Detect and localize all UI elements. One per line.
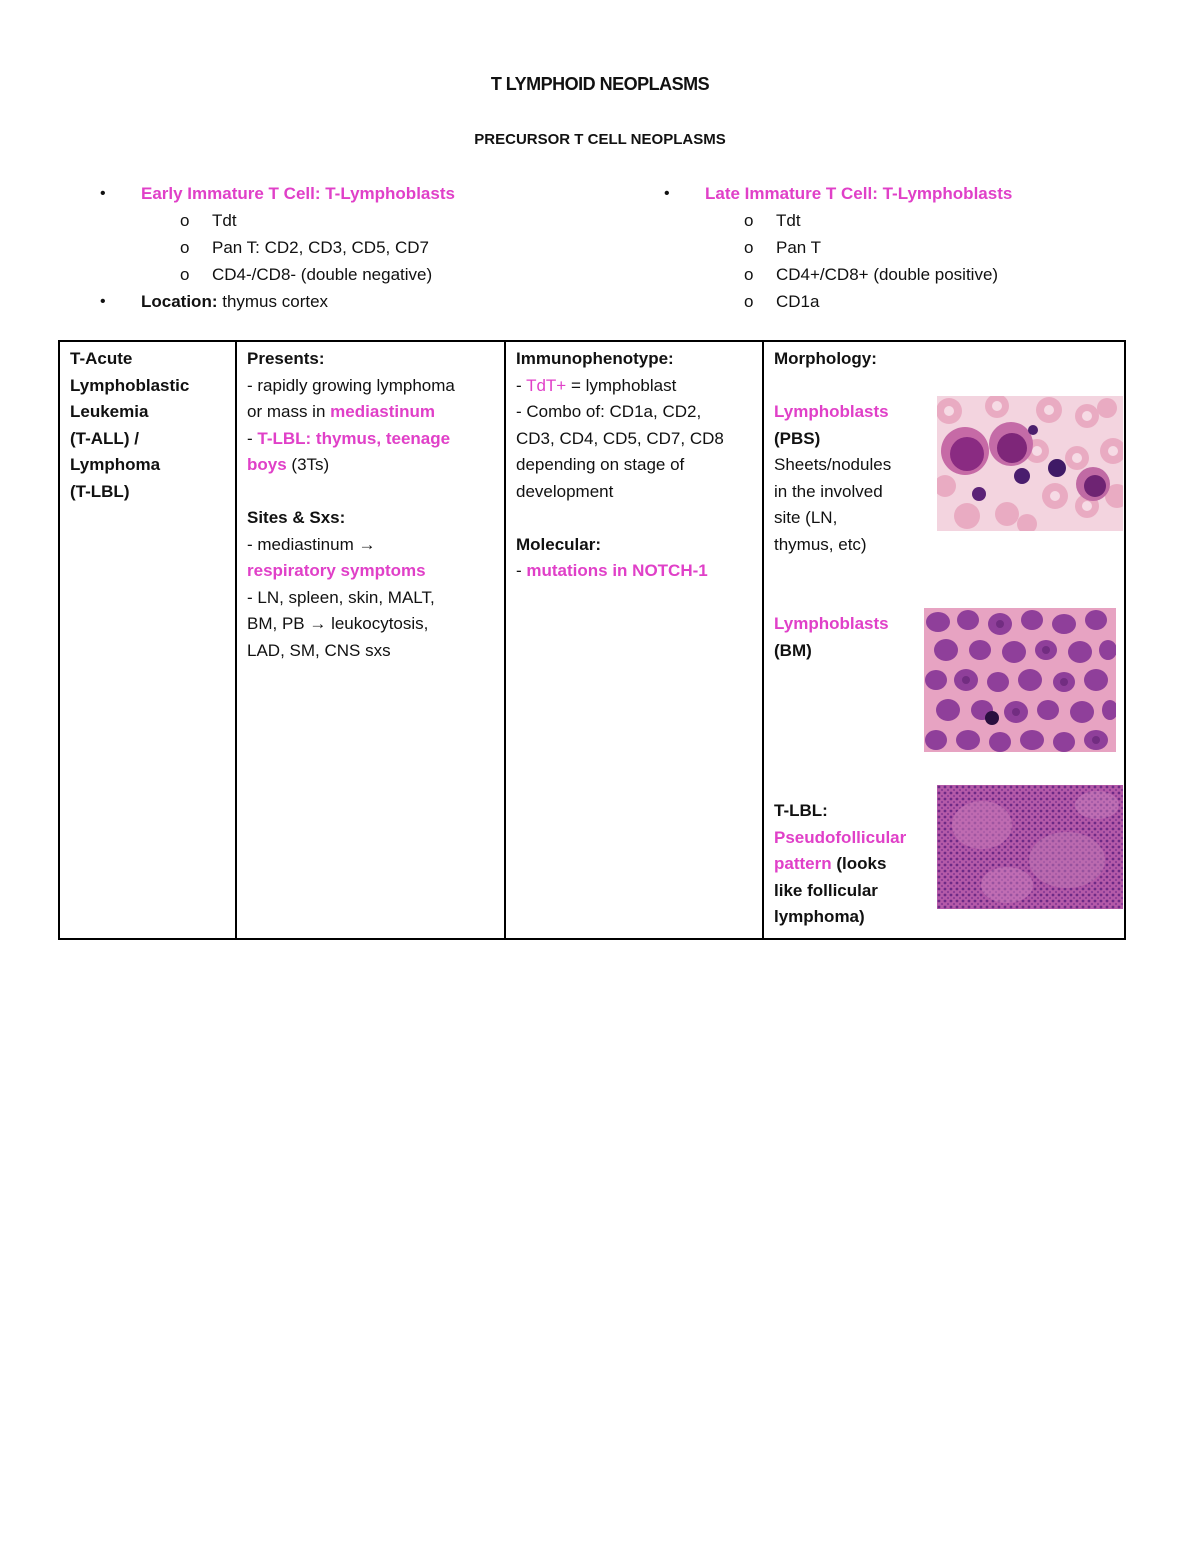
- presentation-cell: [236, 341, 505, 939]
- boys-highlight: boys: [247, 455, 287, 475]
- molecular-line: [516, 558, 752, 585]
- presents-line: [247, 452, 494, 479]
- bullet-icon: •: [100, 293, 106, 310]
- pbs-block: [774, 399, 891, 559]
- sub-bullet-icon: o: [180, 265, 190, 284]
- page-title: T LYMPHOID NEOPLASMS: [490, 74, 710, 94]
- pbs-title: Lymphoblasts: [774, 402, 889, 421]
- tlbl-line: like follicular: [774, 880, 878, 900]
- immuno-line: development: [516, 481, 614, 501]
- tlbl-histology-image: [937, 785, 1123, 909]
- pbs-tag: (PBS): [774, 428, 821, 448]
- list-item: Pan T: CD2, CD3, CD5, CD7: [212, 238, 429, 257]
- late-heading: Late Immature T Cell: T-Lymphoblasts: [705, 184, 1013, 203]
- disease-name-line: Lymphoblastic: [70, 375, 190, 395]
- sub-bullet-icon: o: [744, 211, 754, 230]
- text-span: (looks: [831, 854, 887, 874]
- bm-title: Lymphoblasts: [774, 614, 889, 633]
- sites-line: - mediastinum →: [247, 534, 376, 554]
- bullet-icon: •: [664, 185, 670, 202]
- molecular-label: Molecular:: [516, 534, 602, 554]
- text-span: or mass in: [247, 402, 331, 422]
- bm-aspirate-image: [924, 608, 1116, 752]
- late-immature-list: [664, 180, 1144, 315]
- sites-line: BM, PB → leukocytosis,: [247, 614, 429, 634]
- presents-line: [247, 399, 494, 426]
- sites-line: LAD, SM, CNS sxs: [247, 640, 391, 660]
- list-item: Tdt: [212, 211, 237, 230]
- disease-name-line: Lymphoma: [70, 455, 161, 475]
- sites-line: - LN, spleen, skin, MALT,: [247, 587, 435, 607]
- tlbl-highlight: T-LBL: thymus, teenage: [257, 428, 451, 448]
- sub-bullet-icon: o: [180, 238, 190, 257]
- text-span: -: [516, 561, 527, 581]
- text-span: = lymphoblast: [566, 375, 677, 395]
- pbs-line: thymus, etc): [774, 534, 867, 554]
- presents-line: [247, 426, 494, 453]
- immuno-label: Immunophenotype:: [516, 349, 674, 368]
- immuno-line: CD3, CD4, CD5, CD7, CD8: [516, 428, 724, 448]
- list-item: Pan T: [776, 238, 822, 257]
- sub-bullet-icon: o: [744, 238, 754, 257]
- bm-tag: (BM): [774, 640, 812, 660]
- list-item: CD4+/CD8+ (double positive): [776, 265, 999, 284]
- text-span: -: [516, 375, 527, 395]
- early-immature-list: [100, 180, 620, 315]
- disease-name-cell: [59, 341, 236, 939]
- immuno-line: [516, 373, 752, 400]
- tlbl-block: [774, 798, 906, 931]
- list-item: Tdt: [776, 211, 801, 230]
- bm-block: [774, 611, 889, 664]
- morphology-label: Morphology:: [774, 349, 877, 368]
- t-all-table: [58, 340, 1126, 940]
- immuno-line: - Combo of: CD1a, CD2,: [516, 402, 702, 422]
- location-value: thymus cortex: [217, 292, 329, 311]
- morphology-cell: [763, 341, 1125, 939]
- text-span: -: [247, 428, 258, 448]
- text-span: (3Ts): [286, 455, 330, 475]
- sub-bullet-icon: o: [744, 292, 754, 311]
- pbs-line: Sheets/nodules: [774, 455, 892, 475]
- presents-label: Presents:: [247, 349, 325, 368]
- pbs-line: in the involved: [774, 481, 883, 501]
- section-subtitle: PRECURSOR T CELL NEOPLASMS: [474, 131, 726, 148]
- disease-name-line: Leukemia: [70, 402, 149, 422]
- pattern-highlight: pattern: [774, 854, 832, 874]
- pbs-line: site (LN,: [774, 508, 838, 528]
- sites-label: Sites & Sxs:: [247, 507, 346, 527]
- presents-line: - rapidly growing lymphoma: [247, 375, 455, 395]
- notch-highlight: mutations in NOTCH-1: [526, 561, 708, 581]
- location-label: Location:: [141, 292, 218, 311]
- tlbl-label: T-LBL:: [774, 801, 828, 820]
- respiratory-highlight: respiratory symptoms: [247, 561, 426, 581]
- bullet-icon: •: [100, 185, 106, 202]
- sub-bullet-icon: o: [744, 265, 754, 284]
- sub-bullet-icon: o: [180, 211, 190, 230]
- pbs-smear-image: [937, 396, 1123, 531]
- mediastinum-highlight: mediastinum: [330, 402, 435, 422]
- disease-name-line: (T-ALL) /: [70, 428, 139, 448]
- early-heading: Early Immature T Cell: T-Lymphoblasts: [141, 184, 455, 203]
- list-item: CD4-/CD8- (double negative): [212, 265, 433, 284]
- immunophenotype-cell: [505, 341, 763, 939]
- tlbl-line: lymphoma): [774, 907, 865, 927]
- pseudofollicular-highlight: Pseudofollicular: [774, 827, 907, 847]
- disease-name-line: T-Acute: [70, 349, 133, 368]
- list-item: CD1a: [776, 292, 820, 311]
- immuno-line: depending on stage of: [516, 455, 685, 475]
- tdt-highlight: TdT+: [526, 375, 567, 395]
- disease-name-line: (T-LBL): [70, 481, 130, 501]
